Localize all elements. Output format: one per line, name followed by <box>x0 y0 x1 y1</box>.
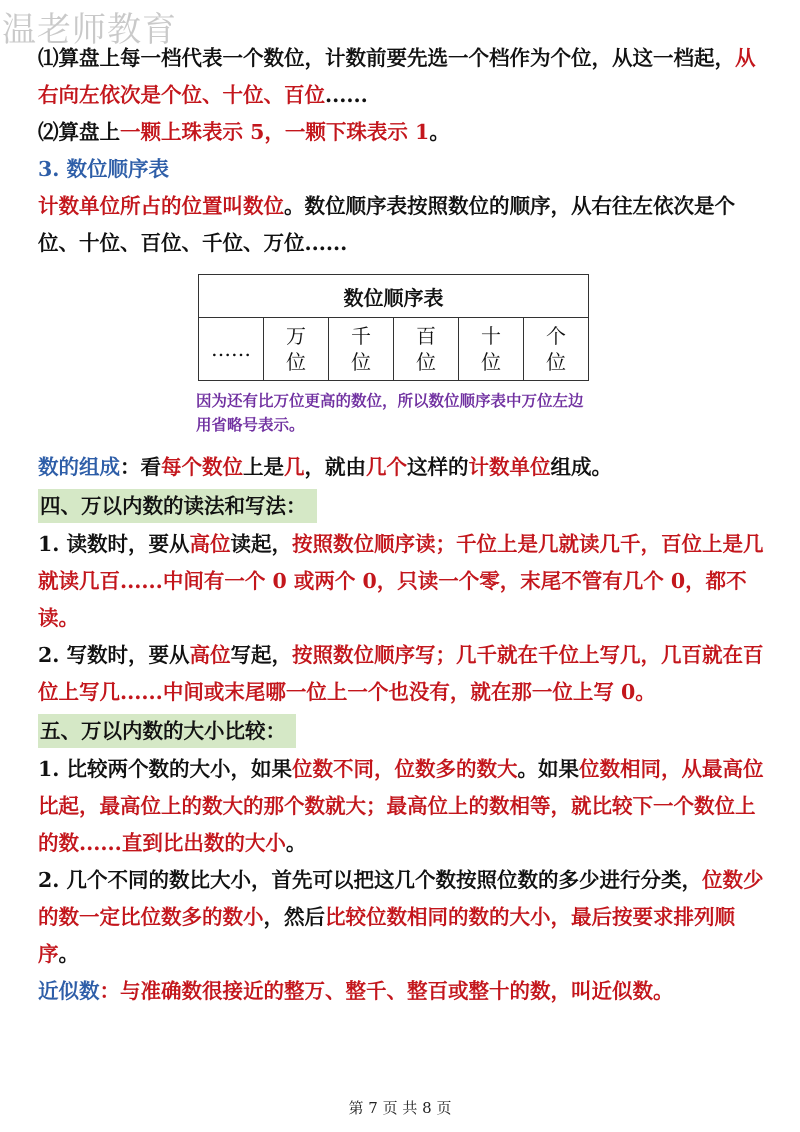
compare-rule-1 <box>38 751 768 862</box>
page-footer: 第 7 页 共 8 页 <box>348 1099 452 1117</box>
text: ⑵算盘上 <box>38 120 120 144</box>
text: 。如果 <box>517 757 580 781</box>
abacus-point-2 <box>38 114 768 151</box>
text: 。数位顺序表按照数位的顺序，从右往左依次是个位、十位、百位、千位、万位...... <box>38 194 735 255</box>
highlight: 高位 <box>189 532 231 556</box>
highlight: 按照数位顺序读；千位上是几就读几千，百位上是几就读几百......中间有一个 0 或两个 0，只读一个零，末尾不管有几个 0，都不读。 <box>38 532 764 630</box>
highlight: 几 <box>284 455 305 479</box>
table-cell-qian: 千 位 <box>329 318 394 381</box>
table-cell-shi: 十 位 <box>459 318 524 381</box>
table-cell-wan: 万 位 <box>264 318 329 381</box>
highlight: 高位 <box>189 643 231 667</box>
text: 。 <box>429 120 450 144</box>
text: 这样的 <box>407 455 469 479</box>
highlight: ：与准确数很接近的整万、整千、整百或整十的数，叫近似数。 <box>99 979 674 1003</box>
highlight: 每个数位 <box>161 455 243 479</box>
label: 近似数 <box>38 979 100 1003</box>
text: ：看 <box>120 455 161 479</box>
highlight: 从右向左依次是个位、十位、百位 <box>38 46 756 107</box>
text: ，就由 <box>304 455 366 479</box>
text: ，然后 <box>263 905 325 929</box>
text: 1. 读数时，要从 <box>38 532 190 556</box>
text: 2. 几个不同的数比大小，首先可以把这几个数按照位数的多少进行分类， <box>38 868 703 892</box>
reading-rule <box>38 526 768 637</box>
document-body <box>38 40 768 1010</box>
text: 写起， <box>230 643 293 667</box>
digit-order-table <box>198 274 589 381</box>
text: 读起， <box>230 532 293 556</box>
label: 数的组成 <box>38 455 120 479</box>
number-composition <box>38 449 768 486</box>
text: 组成。 <box>550 455 612 479</box>
watermark: 温老师教育 <box>2 10 177 50</box>
abacus-point-1 <box>38 40 768 114</box>
text: 。 <box>58 942 79 966</box>
table-cell-ge: 个 位 <box>524 318 589 381</box>
section-3-title: 3. 数位顺序表 <box>38 157 170 181</box>
highlight: 比较位数相同的数的大小，最后按要求排列顺序 <box>38 905 735 966</box>
text: ...... <box>325 83 368 107</box>
writing-rule <box>38 637 768 711</box>
highlight: 按照数位顺序写；几千就在千位上写几，几百就在百位上写几......中间或末尾哪一位上一个也没有，就在那一位上写 0。 <box>38 643 764 704</box>
digit-place-definition <box>38 188 768 262</box>
highlight: 一颗上珠表示 5，一颗下珠表示 1 <box>120 120 430 144</box>
text: 2. 写数时，要从 <box>38 643 190 667</box>
section-5-heading: 五、万以内数的大小比较： <box>38 714 296 748</box>
highlight: 位数相同，从最高位比起，最高位上的数大的那个数就大；最高位上的数相等，就比较下一个数位上的数......直到比出数的大小 <box>38 757 764 855</box>
highlight: 几个 <box>366 455 407 479</box>
table-cell-bai: 百 位 <box>394 318 459 381</box>
compare-rule-2 <box>38 862 768 973</box>
text: 。 <box>285 831 307 855</box>
table-note: 因为还有比万位更高的数位，所以数位顺序表中万位左边用省略号表示。 <box>196 391 584 434</box>
highlight: 位数少的数一定比位数多的数小 <box>38 868 764 929</box>
highlight: 计数单位所占的位置叫数位 <box>38 194 284 218</box>
approximate-number <box>38 973 768 1010</box>
ellipsis-cell: …… <box>199 318 264 381</box>
text: 上是 <box>243 455 284 479</box>
text: 1. 比较两个数的大小，如果 <box>38 757 293 781</box>
highlight: 计数单位 <box>468 455 551 479</box>
text: ⑴算盘上每一档代表一个数位，计数前要先选一个档作为个位，从这一档起， <box>38 46 735 70</box>
table-caption: 数位顺序表 <box>199 275 589 318</box>
section-4-heading: 四、万以内数的读法和写法： <box>38 489 317 523</box>
highlight: 位数不同，位数多的数大 <box>292 757 518 781</box>
